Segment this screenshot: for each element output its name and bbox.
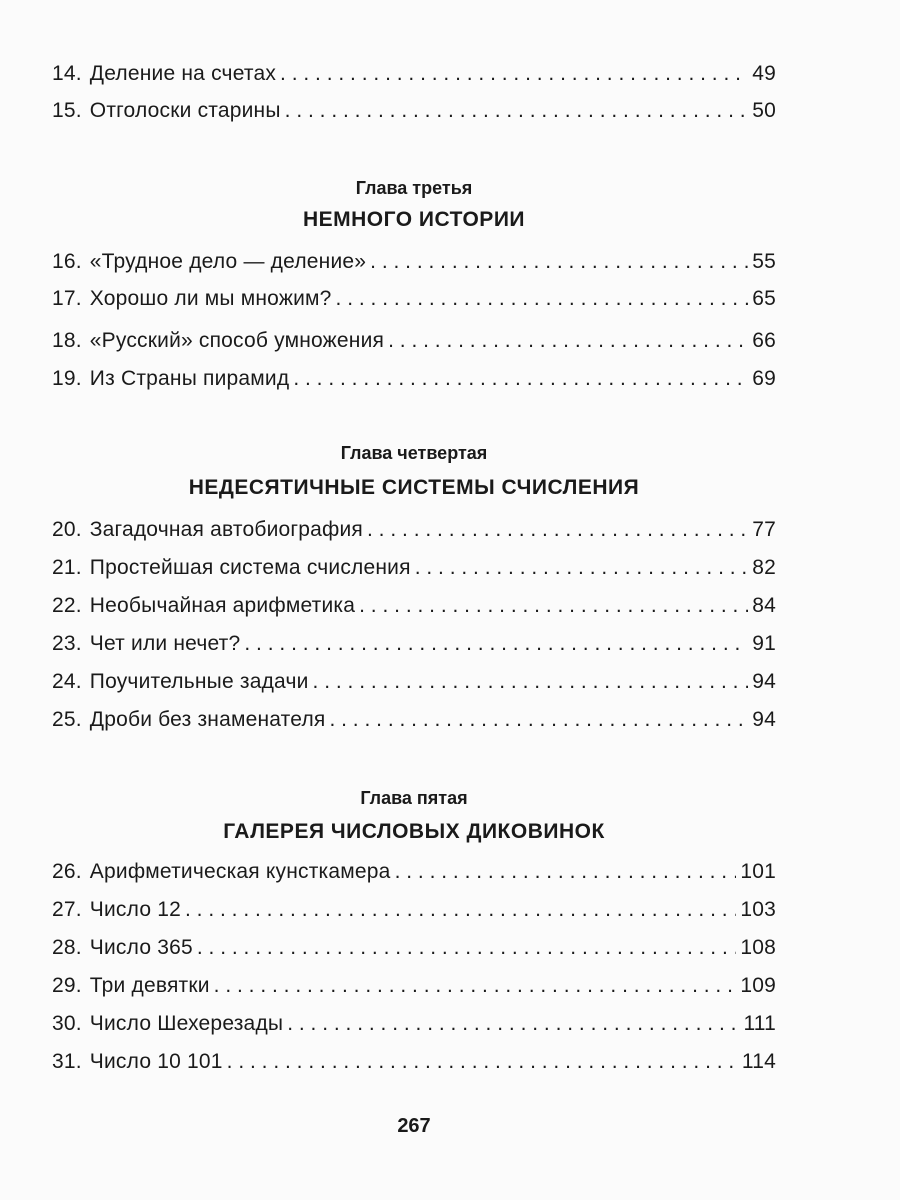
chapter-label: Глава третья	[355, 178, 473, 198]
entry-page: 91	[752, 632, 776, 655]
chapter-title: ГАЛЕРЕЯ ЧИСЛОВЫХ ДИКОВИНОК	[223, 820, 605, 843]
chapter-title: НЕМНОГО ИСТОРИИ	[302, 208, 526, 231]
page-number: 267	[397, 1115, 431, 1137]
dot-leader	[244, 632, 748, 656]
entry-title: «Русский» способ умножения	[89, 329, 385, 352]
chapter-label: Глава пятая	[360, 788, 468, 808]
entry-page: 82	[752, 556, 776, 579]
toc-entry	[52, 860, 776, 890]
dot-leader	[293, 367, 748, 391]
toc-entry	[52, 518, 776, 548]
dot-leader	[329, 708, 748, 732]
toc-entry	[52, 99, 776, 129]
entry-title: «Трудное дело — деление»	[89, 250, 367, 273]
toc-entry	[52, 1050, 776, 1080]
dot-leader	[336, 287, 749, 311]
entry-number: 30.	[52, 1012, 82, 1035]
entry-number: 22.	[52, 594, 82, 617]
entry-title: Отголоски старины	[89, 99, 281, 122]
dot-leader	[415, 556, 749, 580]
entry-title: Деление на счетах	[89, 62, 277, 85]
entry-number: 24.	[52, 670, 82, 693]
entry-page: 111	[743, 1012, 776, 1035]
entry-page: 69	[752, 367, 776, 390]
toc-entry	[52, 1012, 776, 1042]
toc-entry	[52, 670, 776, 700]
entry-page: 108	[740, 936, 776, 959]
entry-title: Простейшая система счисления	[89, 556, 411, 579]
toc-entry	[52, 936, 776, 966]
dot-leader	[280, 62, 748, 86]
entry-number: 27.	[52, 898, 82, 921]
entry-page: 94	[752, 708, 776, 731]
entry-page: 50	[752, 99, 776, 122]
entry-page: 66	[752, 329, 776, 352]
entry-page: 109	[740, 974, 776, 997]
toc-entry	[52, 632, 776, 662]
dot-leader	[227, 1050, 738, 1074]
dot-leader	[285, 99, 749, 123]
entry-title: Дроби без знаменателя	[89, 708, 326, 731]
toc-entry	[52, 250, 776, 280]
dot-leader	[370, 250, 748, 274]
entry-page: 55	[752, 250, 776, 273]
toc-entry	[52, 287, 776, 317]
entry-number: 15.	[52, 99, 82, 122]
chapter-label: Глава четвертая	[340, 443, 488, 463]
entry-title: Число 10 101	[89, 1050, 223, 1073]
entry-title: Поучительные задачи	[89, 670, 309, 693]
entry-number: 21.	[52, 556, 82, 579]
entry-title: Три девятки	[89, 974, 210, 997]
dot-leader	[313, 670, 749, 694]
dot-leader	[367, 518, 748, 542]
dot-leader	[395, 860, 737, 884]
entry-number: 23.	[52, 632, 82, 655]
entry-title: Число 365	[89, 936, 193, 959]
toc-entry	[52, 62, 776, 92]
entry-title: Из Страны пирамид	[89, 367, 290, 390]
entry-number: 18.	[52, 329, 82, 352]
entry-number: 26.	[52, 860, 82, 883]
entry-page: 114	[741, 1050, 776, 1073]
entry-page: 101	[740, 860, 776, 883]
toc-entry	[52, 708, 776, 738]
toc-entry	[52, 974, 776, 1004]
dot-leader	[359, 594, 748, 618]
entry-title: Чет или нечет?	[89, 632, 241, 655]
entry-page: 77	[752, 518, 776, 541]
entry-page: 103	[740, 898, 776, 921]
entry-number: 14.	[52, 62, 82, 85]
dot-leader	[287, 1012, 739, 1036]
entry-title: Хорошо ли мы множим?	[89, 287, 332, 310]
dot-leader	[197, 936, 736, 960]
toc-entry	[52, 367, 776, 397]
toc-entry	[52, 329, 776, 359]
entry-title: Арифметическая кунсткамера	[89, 860, 391, 883]
entry-number: 17.	[52, 287, 82, 310]
entry-number: 31.	[52, 1050, 82, 1073]
toc-entry	[52, 594, 776, 624]
entry-number: 29.	[52, 974, 82, 997]
entry-number: 28.	[52, 936, 82, 959]
entry-title: Число Шехерезады	[89, 1012, 284, 1035]
dot-leader	[214, 974, 737, 998]
entry-page: 94	[752, 670, 776, 693]
entry-page: 49	[752, 62, 776, 85]
entry-title: Число 12	[89, 898, 181, 921]
entry-title: Загадочная автобиография	[89, 518, 364, 541]
entry-number: 20.	[52, 518, 82, 541]
entry-number: 16.	[52, 250, 82, 273]
entry-title: Необычайная арифметика	[89, 594, 356, 617]
entry-page: 65	[752, 287, 776, 310]
dot-leader	[185, 898, 736, 922]
chapter-title: НЕДЕСЯТИЧНЫЕ СИСТЕМЫ СЧИСЛЕНИЯ	[188, 476, 640, 499]
entry-page: 84	[752, 594, 776, 617]
toc-entry	[52, 556, 776, 586]
toc-entry	[52, 898, 776, 928]
entry-number: 19.	[52, 367, 82, 390]
dot-leader	[388, 329, 748, 353]
entry-number: 25.	[52, 708, 82, 731]
